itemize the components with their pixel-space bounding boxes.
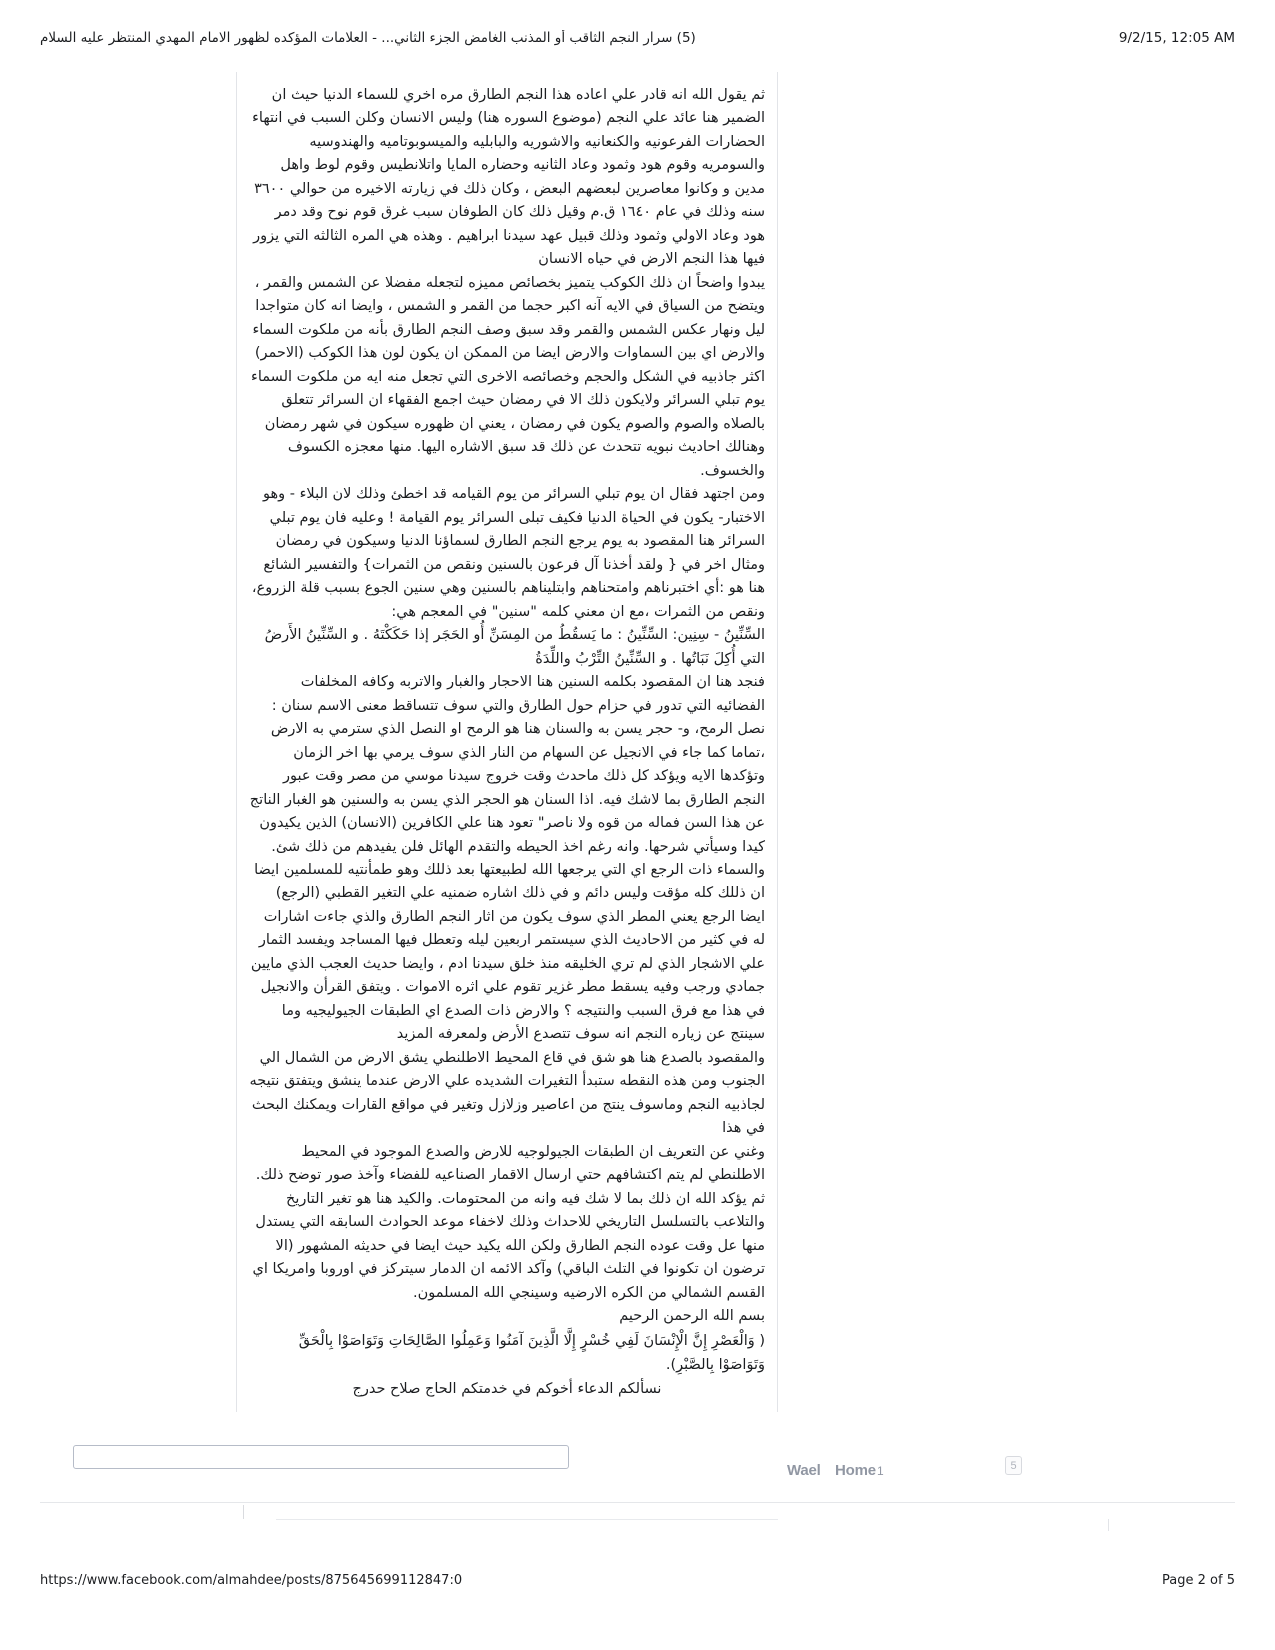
post-paragraph: ايضا الرجع يعني المطر الذي سوف يكون من اثار النجم الطارق والذي جاءت اشارات له في كثير من الاحاديث الذي سيستمر اربعين ليله وتعطل فيها المساجد ويفسد الثمار علي الاشجار الذي لم تري الخليقه منذ خلق سيدنا ادم ، وايضا حديث العجب الذي مايين جمادي ورجب وفيه يسقط مطر غزير تقوم علي اثره الاموات . ويتفق القرأن والانجيل في هذا مع فرق السبب والنتيجه ؟ والارض ذات الصدع اي الطبقات الجيوليجيه وما سينتج عن زياره النجم انه سوف تتصدع الأرض ولمعرفه المزيد xyxy=(250,908,765,1043)
post-content-column xyxy=(236,72,778,1412)
page-break-marker-left xyxy=(243,1505,244,1519)
post-paragraph: ومن اجتهد فقال ان يوم تبلي السرائر من يوم القيامه قد اخطئ وذلك لان البلاء - وهو الاختبار- يكون في الحياة الدنيا فكيف تبلى السرائر يوم القيامة ! وعليه فان يوم تبلي السرائر هنا المقصود به يوم يرجع النجم الطارق لسماؤنا الدنيا وسيكون في رمضان xyxy=(263,486,765,550)
facebook-chrome-strip xyxy=(0,1412,1275,1532)
post-paragraph: والمقصود بالصدع هنا هو شق في قاع المحيط الاطلنطي يشق الارض من الشمال الي الجنوب ومن هذه النقطه ستبدأ التغيرات الشديده علي الارض عندما ينشق ويتفتق نتيجه لجاذبيه النجم وماسوف ينتج من اعاصير وزلازل وتغير في مواقع القارات ويمكنك البحث في هذا xyxy=(249,1049,765,1137)
print-footer xyxy=(40,1573,1235,1588)
notification-badge[interactable]: 5 xyxy=(1005,1456,1022,1475)
print-header-datetime: 9/2/15, 12:05 AM xyxy=(1118,30,1235,46)
post-paragraph: فنجد هنا ان المقصود بكلمه السنين هنا الاحجار والغبار والاتربه وكافه المخلفات الفضائيه التي تدور في حزام حول الطارق والتي سوف تتساقط معنى الاسم سنان : نصل الرمح، و- حجر يسن به والسنان هنا هو الرمح او النصل الذي سترمي به الارض ،تماما كما جاء في الانجيل عن السهام من النار الذي سوف يرمي بها اخر الزمان وتؤكدها الايه ويؤكد كل ذلك ماحدث وقت خروج سيدنا موسي من مصر وقت عبور النجم الطارق بما لاشك فيه. اذا السنان هو الحجر الذي يسن به والسنين هو الغبار الناتج عن هذا السن فماله من قوه ولا ناصر" تعود هنا علي الكافرين (الانسان) الذين يكيدون كيدا وسيأتي شرحها. وانه رغم اخذ الحيطه والتقدم الهائل فلن يفيدهم من ذلك شئ. والسماء ذات الرجع اي التي يرجعها الله لطبيعتها بعد ذللك وهو طمأنتيه للمسلمين ايضا ان ذللك كله مؤقت وليس دائم و في ذلك اشاره ضمنيه علي التغير القطبي (الرجع) xyxy=(249,674,765,902)
page-break-marker-right xyxy=(1108,1519,1109,1531)
page-break-marker-middle xyxy=(276,1519,778,1520)
comment-composer-input[interactable] xyxy=(73,1445,569,1469)
basmala-line: بسم الله الرحمن الرحيم xyxy=(619,1308,765,1325)
post-paragraph: ثم يقول الله انه قادر علي اعاده هذا النجم الطارق مره اخري للسماء الدنيا حيث ان الضمير هنا عائد علي النجم (موضوع السوره هنا) وليس الانسان وكلن السبب في انتهاء الحضارات الفرعونيه والكنعانيه والاشوريه والبابليه والميسوبوتاميه والهندوسيه والسومريه وقوم هود وثمود وعاد الثانيه وحضاره المايا واتلانطيس وقوم لوط واهل مدين و وكانوا معاصرين لبعضهم البعض ، وكان ذلك في زيارته الاخيره من حوالي ٣٦٠٠ سنه وذلك في عام ١٦٤٠ ق.م وقيل ذلك كان الطوفان سبب غرق قوم نوح وقد دمر هود وعاد الاولي وثمود وذلك قبيل عهد سيدنا ابراهيم . وهذه هي المره الثالثه التي يزور فيها هذا النجم الارض في حياه الانسان xyxy=(252,87,765,268)
horizontal-rule xyxy=(40,1502,1235,1503)
nav-profile-link[interactable]: Wael xyxy=(787,1462,821,1479)
print-footer-url[interactable]: https://www.facebook.com/almahdee/posts/875645699112847:0 xyxy=(40,1573,463,1588)
nav-home-link[interactable]: Home xyxy=(835,1462,876,1479)
post-paragraph: يوم تبلي السرائر ولايكون ذلك الا في رمضان حيث اجمع الفقهاء ان السرائر تتعلق بالصلاه والصوم والصوم يكون في رمضان ، يعني ان ظهوره سيكون في شهر رمضان وهنالك احاديث نبويه تتحدث عن ذلك قد سبق الاشاره اليها. منها معجزه الكسوف والخسوف. xyxy=(264,392,765,479)
print-header xyxy=(40,30,1235,52)
print-footer-page-number: Page 2 of 5 xyxy=(1162,1573,1235,1588)
print-header-title: (5) ‫سرار النجم الثاقب أو المذنب الغامض الجزء الثاني... - العلامات المؤكده لظهور الامام المهدي المنتظر عليه السلام xyxy=(40,30,696,46)
nav-home-count: 1 xyxy=(877,1464,884,1478)
post-paragraph-dictionary-entry: السِّنِّينُ - سِنِين: السِّنِّينُ : ما يَسقُطُ من المِسَنِّ أُو الحَجَر إذا حَكَكْتَهُ . و السِّنِّينُ الأَرضُ التي أُكِلَ نَبَاتُها . و السِّنِّينُ التِّرْبُ واللِّدَةُ xyxy=(264,627,765,667)
post-body xyxy=(237,72,777,1401)
post-paragraph: ومثال اخر في { ولقد أخذنا آل فرعون بالسنين ونقص من الثمرات} والتفسير الشائع هنا هو :أي اختبرناهم وامتحناهم وابتليناهم بالسنين وهي سنين الجوع بسبب قلة الزروع، ونقص من الثمرات ،مع ان معني كلمه "سنين" في المعجم هي: xyxy=(251,556,765,620)
post-paragraph: يبدوا واضحاً ان ذلك الكوكب يتميز بخصائص مميزه لتجعله مفضلا عن الشمس والقمر ، ويتضح من السياق في الايه آنه اكبر حجما من القمر و الشمس ، وايضا انه كان متواجدا ليل ونهار عكس الشمس والقمر وقد سبق وصف النجم الطارق بأنه من ملكوت السماء والارض اي بين السماوات والارض ايضا من الممكن ان يكون لون هذا الكوكب (الاحمر) اكثر جاذبيه في الشكل والحجم وخصائصه الاخرى التي تجعل منه ايه من ملكوت السماء xyxy=(251,274,765,385)
post-paragraph: وغني عن التعريف ان الطبقات الجيولوجيه للارض والصدع الموجود في المحيط الاطلنطي لم يتم اكتشافهم حتي ارسال الاقمار الصناعيه للفضاء وآخذ صور توضح ذلك. ثم يؤكد الله ان ذلك بما لا شك فيه وانه من المحتومات. والكيد هنا هو تغير التاريخ والتلاعب بالتسلسل التاريخي للاحداث وذلك لاخفاء موعد الحوادث السابقه التي يستدل منها عل وقت عوده النجم الطارق ولكن الله يكيد حيث ايضا في حديثه المشهور (الا ترضون ان تكونوا في التلث الباقي) وآكد الائمه ان الدمار سيتركز في اوروبا وامريكا اي القسم الشمالي من الكره الارضيه وسينجي الله المسلمون. xyxy=(252,1143,765,1301)
post-signature: نسألكم الدعاء أخوكم في خدمتكم الحاج صلاح حدرج xyxy=(352,1380,662,1397)
quran-verse: ( وَالْعَصْرِ إِنَّ الْإِنْسَانَ لَفِي خُسْرٍ إِلَّا الَّذِينَ آمَنُوا وَعَمِلُوا الصَّالِحَاتِ وَتَوَاصَوْا بِالْحَقِّ وَتَوَاصَوْا بِالصَّبْرِ). xyxy=(298,1332,765,1374)
